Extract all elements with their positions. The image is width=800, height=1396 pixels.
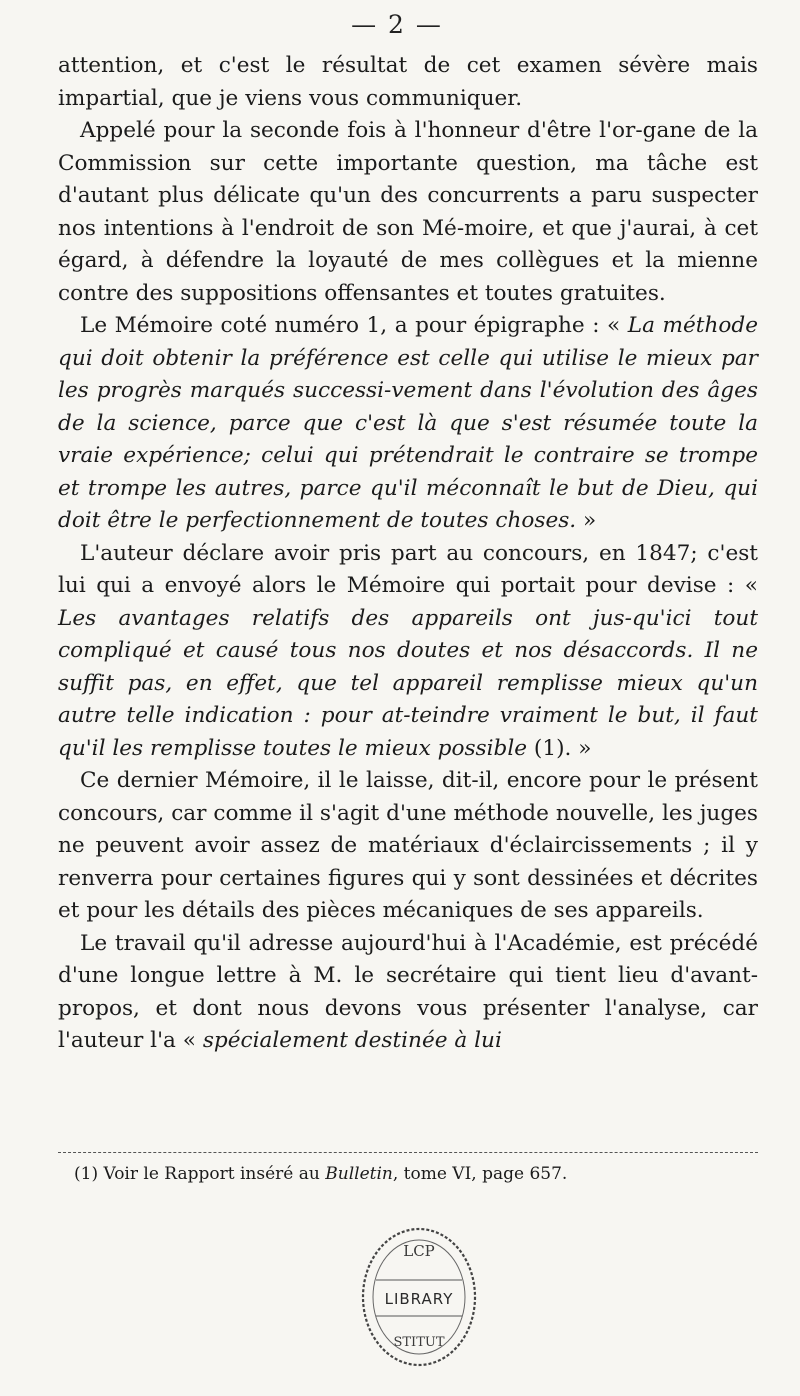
footnote-italic: Bulletin: [325, 1164, 393, 1184]
paragraph-1-text: attention, et c'est le résultat de cet examen sévère mais impartial, que je viens vous communiquer.: [58, 53, 758, 111]
devise-quote: Les avantages relatifs des appareils ont jus-qu'ici tout compliqué et causé tous nos doutes et nos désaccords. Il ne suffit pas, en effet, que tel appareil remplisse mieux qu'un autre telle indication : pour at-teindre vraiment le but, il faut qu'il les remplisse toutes le mieux possible: [58, 605, 758, 761]
devise-close: (1). »: [527, 735, 592, 761]
paragraph-6-text: Le travail qu'il adresse aujourd'hui à l'Académie, est précédé d'une longue lettre à M. le secrétaire qui tient lieu d'avant-propos, et dont nous devons vous présenter l'analyse, car l'auteur l'a «: [58, 930, 758, 1053]
body-text: [58, 50, 758, 1058]
paragraph-1: [58, 50, 758, 115]
footnote: [74, 1162, 758, 1186]
footnote-divider: [58, 1152, 758, 1153]
paragraph-5: [58, 765, 758, 928]
stamp-bottom-text: STITUT: [393, 1335, 445, 1350]
footnote-tail: , tome VI, page 657.: [392, 1164, 568, 1184]
stamp-top-text: LCP: [403, 1242, 435, 1260]
page-number: — 2 —: [351, 10, 443, 39]
paragraph-6-italic: spécialement destinée à lui: [202, 1028, 502, 1053]
devise-intro: L'auteur déclare avoir pris part au concours, en 1847; c'est lui qui a envoyé alors le Mémoire qui portait pour devise : «: [58, 540, 758, 598]
paragraph-4-devise: [58, 538, 758, 766]
epigraph-quote: La méthode qui doit obtenir la préférence est celle qui utilise le mieux par les progrès marqués successi-vement dans l'évolution des âges de la science, parce que c'est là que s'est résumée toute la vraie expérience; celui qui prétendrait le contraire se trompe et trompe les autres, parce qu'il méconnaît le but de Dieu, qui doit être le perfectionnement de toutes choses.: [58, 313, 758, 533]
stamp-middle-text: LIBRARY: [384, 1290, 454, 1308]
paragraph-2-text: Appelé pour la seconde fois à l'honneur d'être l'or-gane de la Commission sur cette importante question, ma tâche est d'autant plus délicate qu'un des concurrents a paru suspecter nos intentions à l'endroit de son Mé-moire, et que j'aurai, à cet égard, à défendre la loyauté de mes collègues et la mienne contre des suppositions offensantes et toutes gratuites.: [58, 118, 758, 306]
paragraph-2: [58, 115, 758, 310]
library-stamp-seal: [354, 1222, 484, 1372]
document-page: [36, 0, 758, 1396]
epigraph-close: »: [576, 508, 597, 533]
paragraph-5-text: Ce dernier Mémoire, il le laisse, dit-il, encore pour le présent concours, car comme il s'agit d'une méthode nouvelle, les juges ne peuvent avoir assez de matériaux d'éclaircissements ; il y renverra pour certaines figures qui y sont dessinées et décrites et pour les détails des pièces mécaniques de ses appareils.: [58, 768, 758, 923]
paragraph-3-epigraph: [58, 310, 758, 538]
footnote-lead: (1) Voir le Rapport inséré au: [74, 1164, 326, 1184]
paragraph-6: [58, 928, 758, 1058]
epigraph-intro: Le Mémoire coté numéro 1, a pour épigraphe : «: [80, 313, 628, 338]
